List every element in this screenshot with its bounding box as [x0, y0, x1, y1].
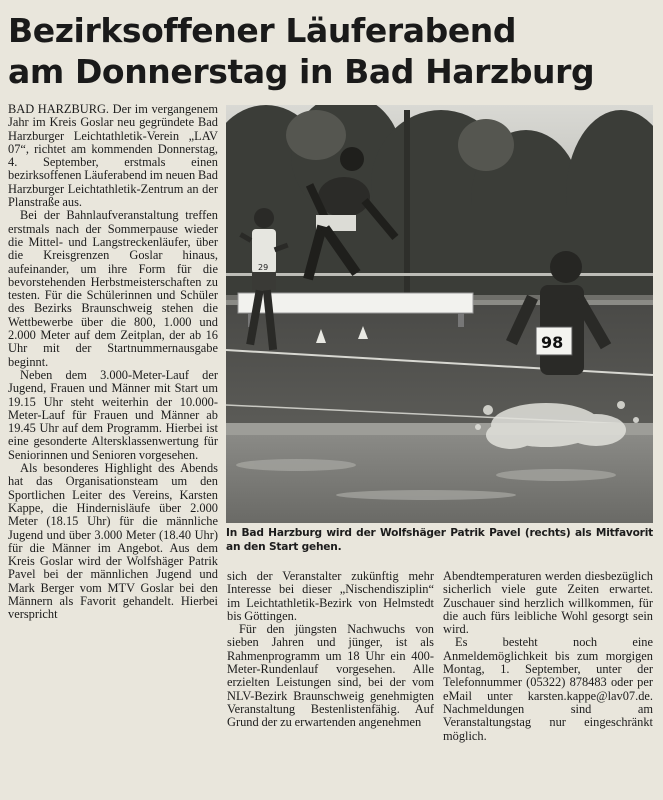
svg-text:29: 29 [258, 263, 269, 272]
paragraph: BAD HARZBURG. Der im vergangenem Jahr im Kreis Goslar neu gegründete Bad Harzburger Leichtathletik-Verein „LAV 07“, richtet am kommenden Donnerstag, 4. September, erstmals einen bezirksoffenen Läuferabend im neuen Bad Harzburger Leichtathletik-Zentrum an der Planstraße aus. [8, 102, 218, 210]
race-photo [226, 105, 653, 523]
headline-line-2: am Donnerstag in Bad Harzburg [8, 52, 595, 91]
article-column-1 [8, 103, 218, 622]
paragraph: Neben dem 3.000-Meter-Lauf der Jugend, Frauen und Männer mit Start um 19.15 Uhr steht weiterhin der 10.000-Meter-Lauf für Frauen und Männer ab 19.45 Uhr auf dem Programm. Hierbei ist eine gesonderte Altersklassenwertung für Seniorinnen und Senioren vorgesehen. [8, 367, 218, 462]
photo-caption: In Bad Harzburg wird der Wolfshäger Patrik Pavel (rechts) als Mitfavorit an den Start gehen. [226, 527, 653, 553]
bib-number: 98 [541, 333, 564, 352]
paragraph: sich der Veranstalter zukünftig mehr Interesse bei dieser „Nischendisziplin“ im Leichtathletik-Bezirk von Helmstedt bis Göttingen. [227, 569, 434, 623]
paragraph: Abendtemperaturen werden diesbezüglich sicherlich viele gute Zeiten erwartet. Zuschauer sind herzlich willkommen, für die auch fürs leibliche Wohl gesorgt sein wird. [443, 569, 653, 637]
paragraph: Als besonderes Highlight des Abends hat das Organisationsteam um den Sportlichen Leiter des Vereins, Karsten Kappe, die Hindernisläufe über 2.000 Meter (18.15 Uhr) für die männliche Jugend und über 3.000 Meter (18.40 Uhr) für die Männer im Angebot. Aus dem Kreis Goslar wird der Wolfshäger Patrik Pavel bei der männlichen Jugend und Mark Berger vom MTV Goslar bei den Männern als Favorit gehandelt. Hierbei verspricht [8, 461, 218, 622]
paragraph: Es besteht noch eine Anmeldemöglichkeit bis zum morgigen Montag, 1. September, unter der Telefonnummer (05322) 878483 oder per eMail unter karsten.kappe@lav07.de. Nachmeldungen sind am Veranstaltungstag nur eingeschränkt möglich. [443, 635, 653, 743]
headline-line-1: Bezirksoffener Läuferabend [8, 11, 517, 50]
article-headline [8, 10, 658, 92]
paragraph: Für den jüngsten Nachwuchs von sieben Jahren und jünger, ist als Rahmenprogramm um 18 Uhr ein 400-Meter-Rundenlauf vorgesehen. Alle erzielten Leistungen sind, bei der vom NLV-Bezirk Braunschweig genehmigten Veranstaltung Bestenlistenfähig. Auf Grund der zu erwartenden angenehmen [227, 622, 434, 730]
article-column-3 [443, 570, 653, 743]
paragraph: Bei der Bahnlaufveranstaltung treffen erstmals nach der Sommerpause wieder die Mittel- und Langstreckenläufer, über die Kreisgrenzen Goslar hinaus, aufeinander, um ihre Form für die bevorstehenden Herbstmeisterschaften zu testen. Für die Schülerinnen und Schüler des Bezirks Braunschweig stehen die Wettbewerbe über die 800, 1.000 und 2.000 Meter auf dem Zeitplan, der ab 16 Uhr mit der Startnummernausgabe beginnt. [8, 208, 218, 369]
article-column-2 [227, 570, 434, 730]
